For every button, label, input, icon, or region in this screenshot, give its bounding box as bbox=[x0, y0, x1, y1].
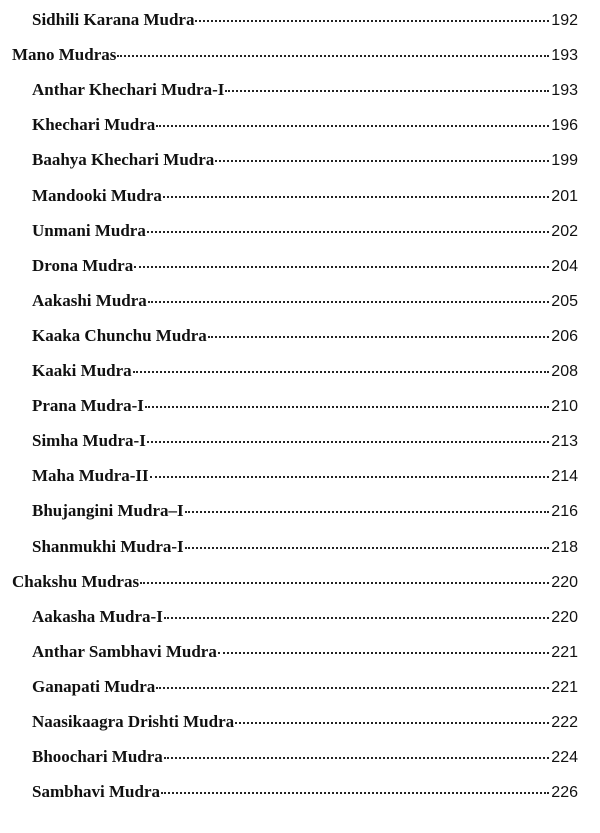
toc-entry-page-number: 221 bbox=[551, 678, 578, 696]
toc-entry-page-number: 213 bbox=[551, 433, 578, 451]
dot-leader bbox=[208, 335, 550, 338]
toc-entry-title: Aakasha Mudra-I bbox=[32, 606, 163, 626]
toc-entry-title: Anthar Sambhavi Mudra bbox=[32, 641, 217, 661]
toc-entry[interactable] bbox=[32, 361, 578, 391]
toc-entry-page-number: 210 bbox=[551, 398, 578, 416]
toc-entry[interactable] bbox=[32, 747, 578, 777]
toc-entry[interactable] bbox=[32, 221, 578, 251]
dot-leader bbox=[134, 265, 549, 268]
toc-entry-page-number: 204 bbox=[551, 257, 578, 275]
toc-entry[interactable] bbox=[32, 642, 578, 672]
toc-section-entry[interactable] bbox=[12, 572, 578, 602]
dot-leader bbox=[140, 581, 549, 584]
toc-entry[interactable] bbox=[32, 712, 578, 742]
toc-entry-title: Prana Mudra-I bbox=[32, 396, 144, 416]
toc-entry[interactable] bbox=[32, 782, 578, 812]
toc-entry-title: Anthar Khechari Mudra-I bbox=[32, 80, 225, 100]
toc-entry-page-number: 218 bbox=[551, 538, 578, 556]
toc-entry-page-number: 201 bbox=[551, 187, 578, 205]
toc-entry[interactable] bbox=[32, 291, 578, 321]
dot-leader bbox=[117, 54, 549, 57]
toc-entry-page-number: 206 bbox=[551, 327, 578, 345]
toc-entry-page-number: 199 bbox=[551, 152, 578, 170]
dot-leader bbox=[163, 195, 549, 198]
dot-leader bbox=[185, 546, 550, 549]
toc-entry[interactable] bbox=[32, 677, 578, 707]
dot-leader bbox=[148, 300, 550, 303]
toc-entry-page-number: 208 bbox=[551, 363, 578, 380]
toc-entry[interactable] bbox=[32, 501, 578, 531]
toc-entry-title: Simha Mudra-I bbox=[32, 431, 146, 451]
toc-entry-page-number: 192 bbox=[551, 12, 578, 29]
toc-entry-title: Shanmukhi Mudra-I bbox=[32, 536, 184, 556]
toc-entry-page-number: 221 bbox=[551, 643, 578, 661]
dot-leader bbox=[156, 124, 549, 127]
toc-entry-page-number: 202 bbox=[551, 222, 578, 240]
dot-leader bbox=[147, 230, 549, 233]
toc-section-entry[interactable] bbox=[12, 45, 578, 75]
toc-entry-title: Khechari Mudra bbox=[32, 115, 156, 135]
toc-entry[interactable] bbox=[32, 537, 578, 567]
dot-leader bbox=[195, 19, 549, 22]
toc-entry-title: Ganapati Mudra bbox=[32, 676, 156, 696]
dot-leader bbox=[156, 686, 549, 689]
dot-leader bbox=[150, 475, 550, 478]
toc-entry-page-number: 216 bbox=[551, 503, 578, 521]
toc-entry-page-number: 224 bbox=[551, 749, 578, 767]
toc-entry-title: Bhujangini Mudra–I bbox=[32, 501, 184, 521]
toc-entry-title: Bhoochari Mudra bbox=[32, 747, 163, 767]
toc-entry[interactable] bbox=[32, 10, 578, 40]
toc-entry[interactable] bbox=[32, 326, 578, 356]
dot-leader bbox=[164, 756, 549, 759]
dot-leader bbox=[164, 616, 549, 619]
toc-entry[interactable] bbox=[32, 256, 578, 286]
toc-entry-page-number: 205 bbox=[551, 292, 578, 310]
toc-entry-title: Chakshu Mudras bbox=[12, 571, 140, 591]
toc-entry[interactable] bbox=[32, 80, 578, 110]
toc-entry-page-number: 193 bbox=[551, 47, 578, 65]
dot-leader bbox=[145, 405, 549, 408]
toc-entry-page-number: 193 bbox=[551, 82, 578, 100]
toc-entry-title: Sidhili Karana Mudra bbox=[32, 10, 195, 29]
dot-leader bbox=[161, 791, 549, 794]
toc-entry[interactable] bbox=[32, 150, 578, 180]
toc-entry-page-number: 220 bbox=[551, 573, 578, 591]
toc-entry[interactable] bbox=[32, 607, 578, 637]
toc-entry-page-number: 214 bbox=[551, 468, 578, 486]
dot-leader bbox=[235, 721, 549, 724]
toc-entry-title: Naasikaagra Drishti Mudra bbox=[32, 712, 235, 731]
toc-entry-page-number: 196 bbox=[551, 117, 578, 135]
toc-entry-page-number: 222 bbox=[551, 714, 578, 731]
toc-entry[interactable] bbox=[32, 431, 578, 461]
toc-entry-title: Drona Mudra bbox=[32, 255, 134, 275]
toc-entry-title: Unmani Mudra bbox=[32, 220, 146, 240]
dot-leader bbox=[225, 89, 549, 92]
toc-entry-title: Sambhavi Mudra bbox=[32, 782, 160, 802]
toc-entry[interactable] bbox=[32, 186, 578, 216]
toc-entry-title: Mano Mudras bbox=[12, 45, 117, 65]
toc-entry-title: Aakashi Mudra bbox=[32, 290, 147, 310]
toc-entry-page-number: 220 bbox=[551, 608, 578, 626]
toc-entry[interactable] bbox=[32, 466, 578, 496]
toc-entry[interactable] bbox=[32, 115, 578, 145]
toc-entry-title: Baahya Khechari Mudra bbox=[32, 150, 215, 170]
dot-leader bbox=[185, 510, 550, 513]
toc-entry[interactable] bbox=[32, 396, 578, 426]
dot-leader bbox=[147, 440, 549, 443]
dot-leader bbox=[133, 370, 550, 373]
toc-entry-title: Mandooki Mudra bbox=[32, 185, 162, 205]
toc-entry-title: Kaaka Chunchu Mudra bbox=[32, 325, 207, 345]
toc-entry-title: Kaaki Mudra bbox=[32, 361, 132, 380]
toc-entry-title: Maha Mudra-II bbox=[32, 466, 149, 486]
dot-leader bbox=[218, 651, 549, 654]
toc-entry-page-number: 226 bbox=[551, 784, 578, 802]
dot-leader bbox=[215, 159, 549, 162]
